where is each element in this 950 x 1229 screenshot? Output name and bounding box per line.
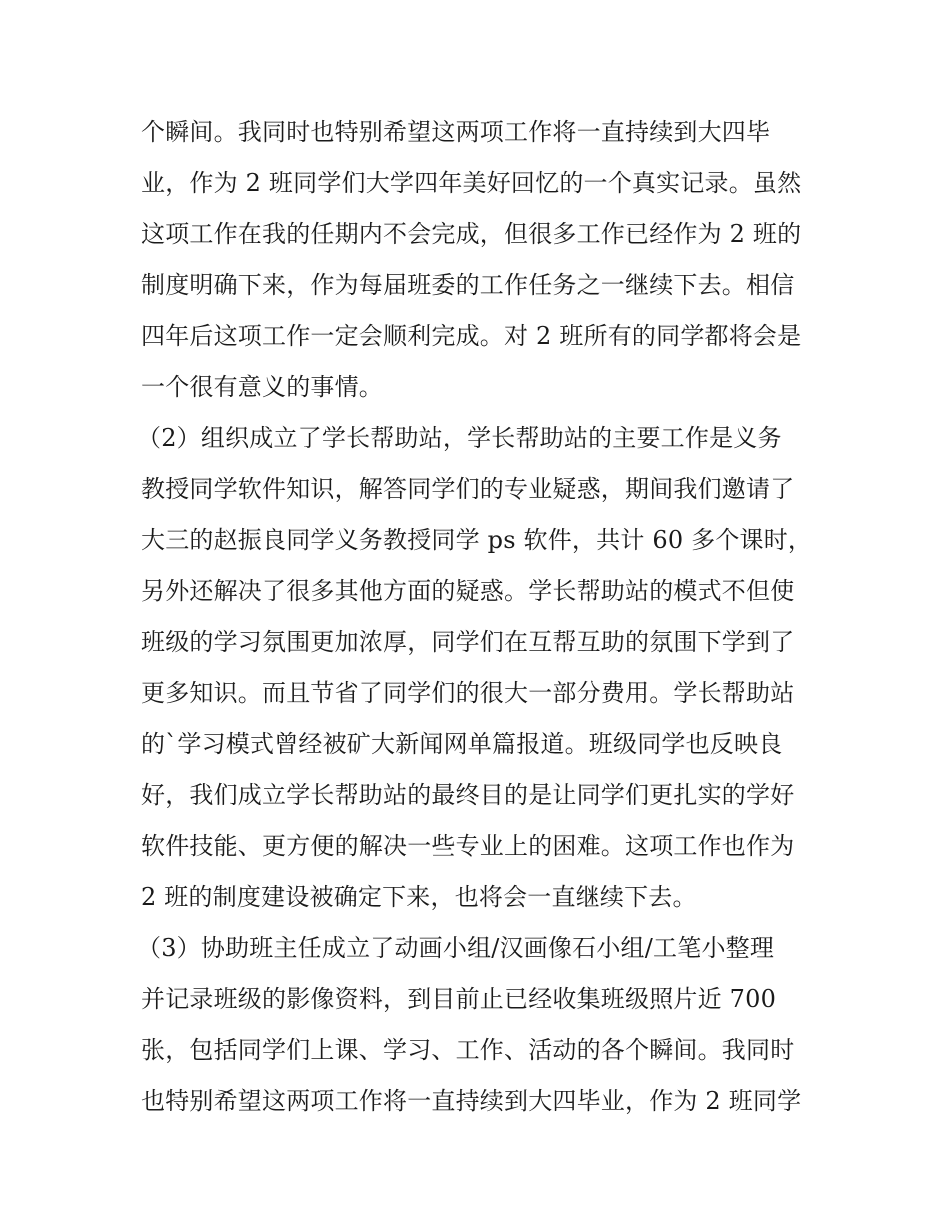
body-text [137, 107, 821, 1127]
text-line: 制度明确下来，作为每届班委的工作任务之一继续下去。相信 [141, 271, 795, 299]
text-line: 并记录班级的影像资料，到目前止已经收集班级照片近 700 [141, 985, 777, 1013]
text-line: 班级的学习氛围更加浓厚，同学们在互帮互助的氛围下学到了 [141, 628, 795, 656]
text-line: 一个很有意义的事情。 [141, 373, 383, 401]
text-line: 业，作为 2 班同学们大学四年美好回忆的一个真实记录。虽然 [141, 169, 802, 197]
text-line: 好，我们成立学长帮助站的最终目的是让同学们更扎实的学好 [141, 781, 795, 809]
text-line: 2 班的制度建设被确定下来，也将会一直继续下去。 [141, 883, 697, 911]
text-line: 教授同学软件知识，解答同学们的专业疑惑，期间我们邀请了 [141, 475, 795, 503]
text-line: 这项工作在我的任期内不会完成，但很多工作已经作为 2 班的 [141, 220, 802, 248]
paragraph-3-start: （3）协助班主任成立了动画小组/汉画像石小组/工笔小整理 [137, 934, 775, 962]
text-line: 张，包括同学们上课、学习、工作、活动的各个瞬间。我同时 [141, 1036, 795, 1064]
text-line: 四年后这项工作一定会顺利完成。对 2 班所有的同学都将会是 [141, 322, 802, 350]
text-line: 更多知识。而且节省了同学们的很大一部分费用。学长帮助站 [141, 679, 795, 707]
paragraph-2-start: （2）组织成立了学长帮助站，学长帮助站的主要工作是义务 [137, 424, 782, 452]
text-line: 大三的赵振良同学义务教授同学 ps 软件，共计 60 多个课时， [141, 526, 813, 554]
text-line: 另外还解决了很多其他方面的疑惑。学长帮助站的模式不但使 [141, 577, 795, 605]
text-line: 的`学习模式曾经被矿大新闻网单篇报道。班级同学也反映良 [141, 730, 783, 758]
text-line: 个瞬间。我同时也特别希望这两项工作将一直持续到大四毕 [141, 118, 771, 146]
text-line: 软件技能、更方便的解决一些专业上的困难。这项工作也作为 [141, 832, 795, 860]
text-line: 也特别希望这两项工作将一直持续到大四毕业，作为 2 班同学 [141, 1087, 802, 1115]
